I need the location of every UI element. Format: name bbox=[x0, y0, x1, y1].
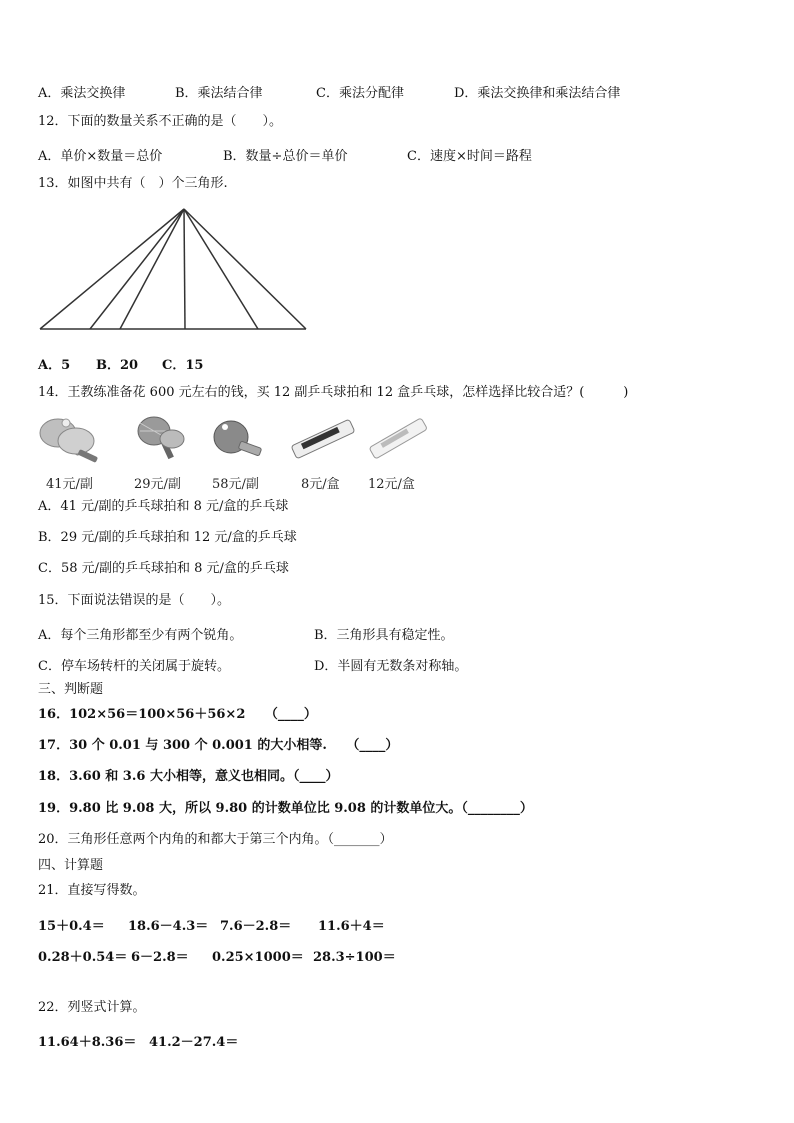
q11-option-c: C．乘法分配律 bbox=[316, 86, 404, 101]
q14-option-c: C．58 元/副的乒乓球拍和 8 元/盒的乒乓球 bbox=[38, 561, 289, 576]
calc-item: 0.25×1000＝ bbox=[212, 950, 304, 965]
judge-item-16: 16．102×56＝100×56＋56×2 （____） bbox=[38, 707, 317, 722]
q12-option-c: C．速度×时间＝路程 bbox=[407, 149, 532, 164]
judge-item-18: 18．3.60 和 3.6 大小相等，意义也相同。（____） bbox=[38, 769, 339, 784]
paddle-net-icon bbox=[134, 415, 188, 467]
q14-option-b: B．29 元/副的乒乓球拍和 12 元/盒的乒乓球 bbox=[38, 530, 297, 545]
ball-tube-icon bbox=[366, 410, 430, 466]
q11-option-a: A．乘法交换律 bbox=[38, 86, 126, 101]
q15-option-a: A．每个三角形都至少有两个锐角。 bbox=[38, 628, 243, 643]
q15-stem: 15．下面说法错误的是（ ）。 bbox=[38, 593, 231, 608]
ball-tube-icon bbox=[289, 410, 357, 466]
q14-option-a: A．41 元/副的乒乓球拍和 8 元/盒的乒乓球 bbox=[38, 499, 289, 514]
q12-option-a: A．单价×数量＝总价 bbox=[38, 149, 163, 164]
q11-option-d: D．乘法交换律和乘法结合律 bbox=[454, 86, 621, 101]
judge-item-17: 17．30 个 0.01 与 300 个 0.001 的大小相等. （____） bbox=[38, 738, 399, 753]
product-price-1: 41元/副 bbox=[46, 477, 93, 492]
product-price-4: 8元/盒 bbox=[301, 477, 340, 492]
calc-item: 11.6＋4＝ bbox=[318, 919, 385, 934]
q13-option-a: A．5 bbox=[38, 358, 71, 373]
calc-item: 0.28＋0.54＝ bbox=[38, 950, 128, 965]
q12-option-b: B．数量÷总价＝单价 bbox=[223, 149, 348, 164]
q22-stem: 22．列竖式计算。 bbox=[38, 1000, 146, 1015]
q11-option-b: B．乘法结合律 bbox=[175, 86, 263, 101]
product-price-2: 29元/副 bbox=[134, 477, 181, 492]
product-price-5: 12元/盒 bbox=[368, 477, 415, 492]
judge-item-20: 20．三角形任意两个内角的和都大于第三个内角。（_______） bbox=[38, 832, 393, 847]
q13-option-b: B．20 bbox=[96, 358, 139, 373]
section-title-judge: 三、判断题 bbox=[38, 682, 104, 697]
q15-option-b: B．三角形具有稳定性。 bbox=[314, 628, 454, 643]
calc-item: 15＋0.4＝ bbox=[38, 919, 105, 934]
paddle-single-icon bbox=[211, 417, 267, 465]
calc-item: 18.6－4.3＝ bbox=[128, 919, 209, 934]
paddle-pair-icon bbox=[36, 415, 102, 465]
judge-item-19: 19．9.80 比 9.08 大，所以 9.80 的计数单位比 9.08 的计数单位大。（________） bbox=[38, 801, 533, 816]
product-price-3: 58元/副 bbox=[212, 477, 259, 492]
calc-item: 6－2.8＝ bbox=[131, 950, 189, 965]
vertical-calc-item: 41.2－27.4＝ bbox=[149, 1035, 239, 1050]
vertical-calc-item: 11.64＋8.36＝ bbox=[38, 1035, 137, 1050]
calc-item: 7.6－2.8＝ bbox=[220, 919, 292, 934]
q15-option-c: C．停车场转杆的关闭属于旋转。 bbox=[38, 659, 230, 674]
q21-stem: 21．直接写得数。 bbox=[38, 883, 146, 898]
q14-stem: 14．王教练准备花 600 元左右的钱，买 12 副乒乓球拍和 12 盒乒乓球，怎样选择比较合适？( ) bbox=[38, 385, 629, 400]
q15-option-d: D．半圆有无数条对称轴。 bbox=[314, 659, 468, 674]
q13-stem: 13．如图中共有（ ）个三角形. bbox=[38, 176, 228, 191]
section-title-calc: 四、计算题 bbox=[38, 858, 104, 873]
q12-stem: 12．下面的数量关系不正确的是（ ）。 bbox=[38, 114, 283, 129]
triangle-figure bbox=[36, 205, 311, 335]
q13-option-c: C．15 bbox=[162, 358, 204, 373]
calc-item: 28.3÷100＝ bbox=[313, 950, 396, 965]
